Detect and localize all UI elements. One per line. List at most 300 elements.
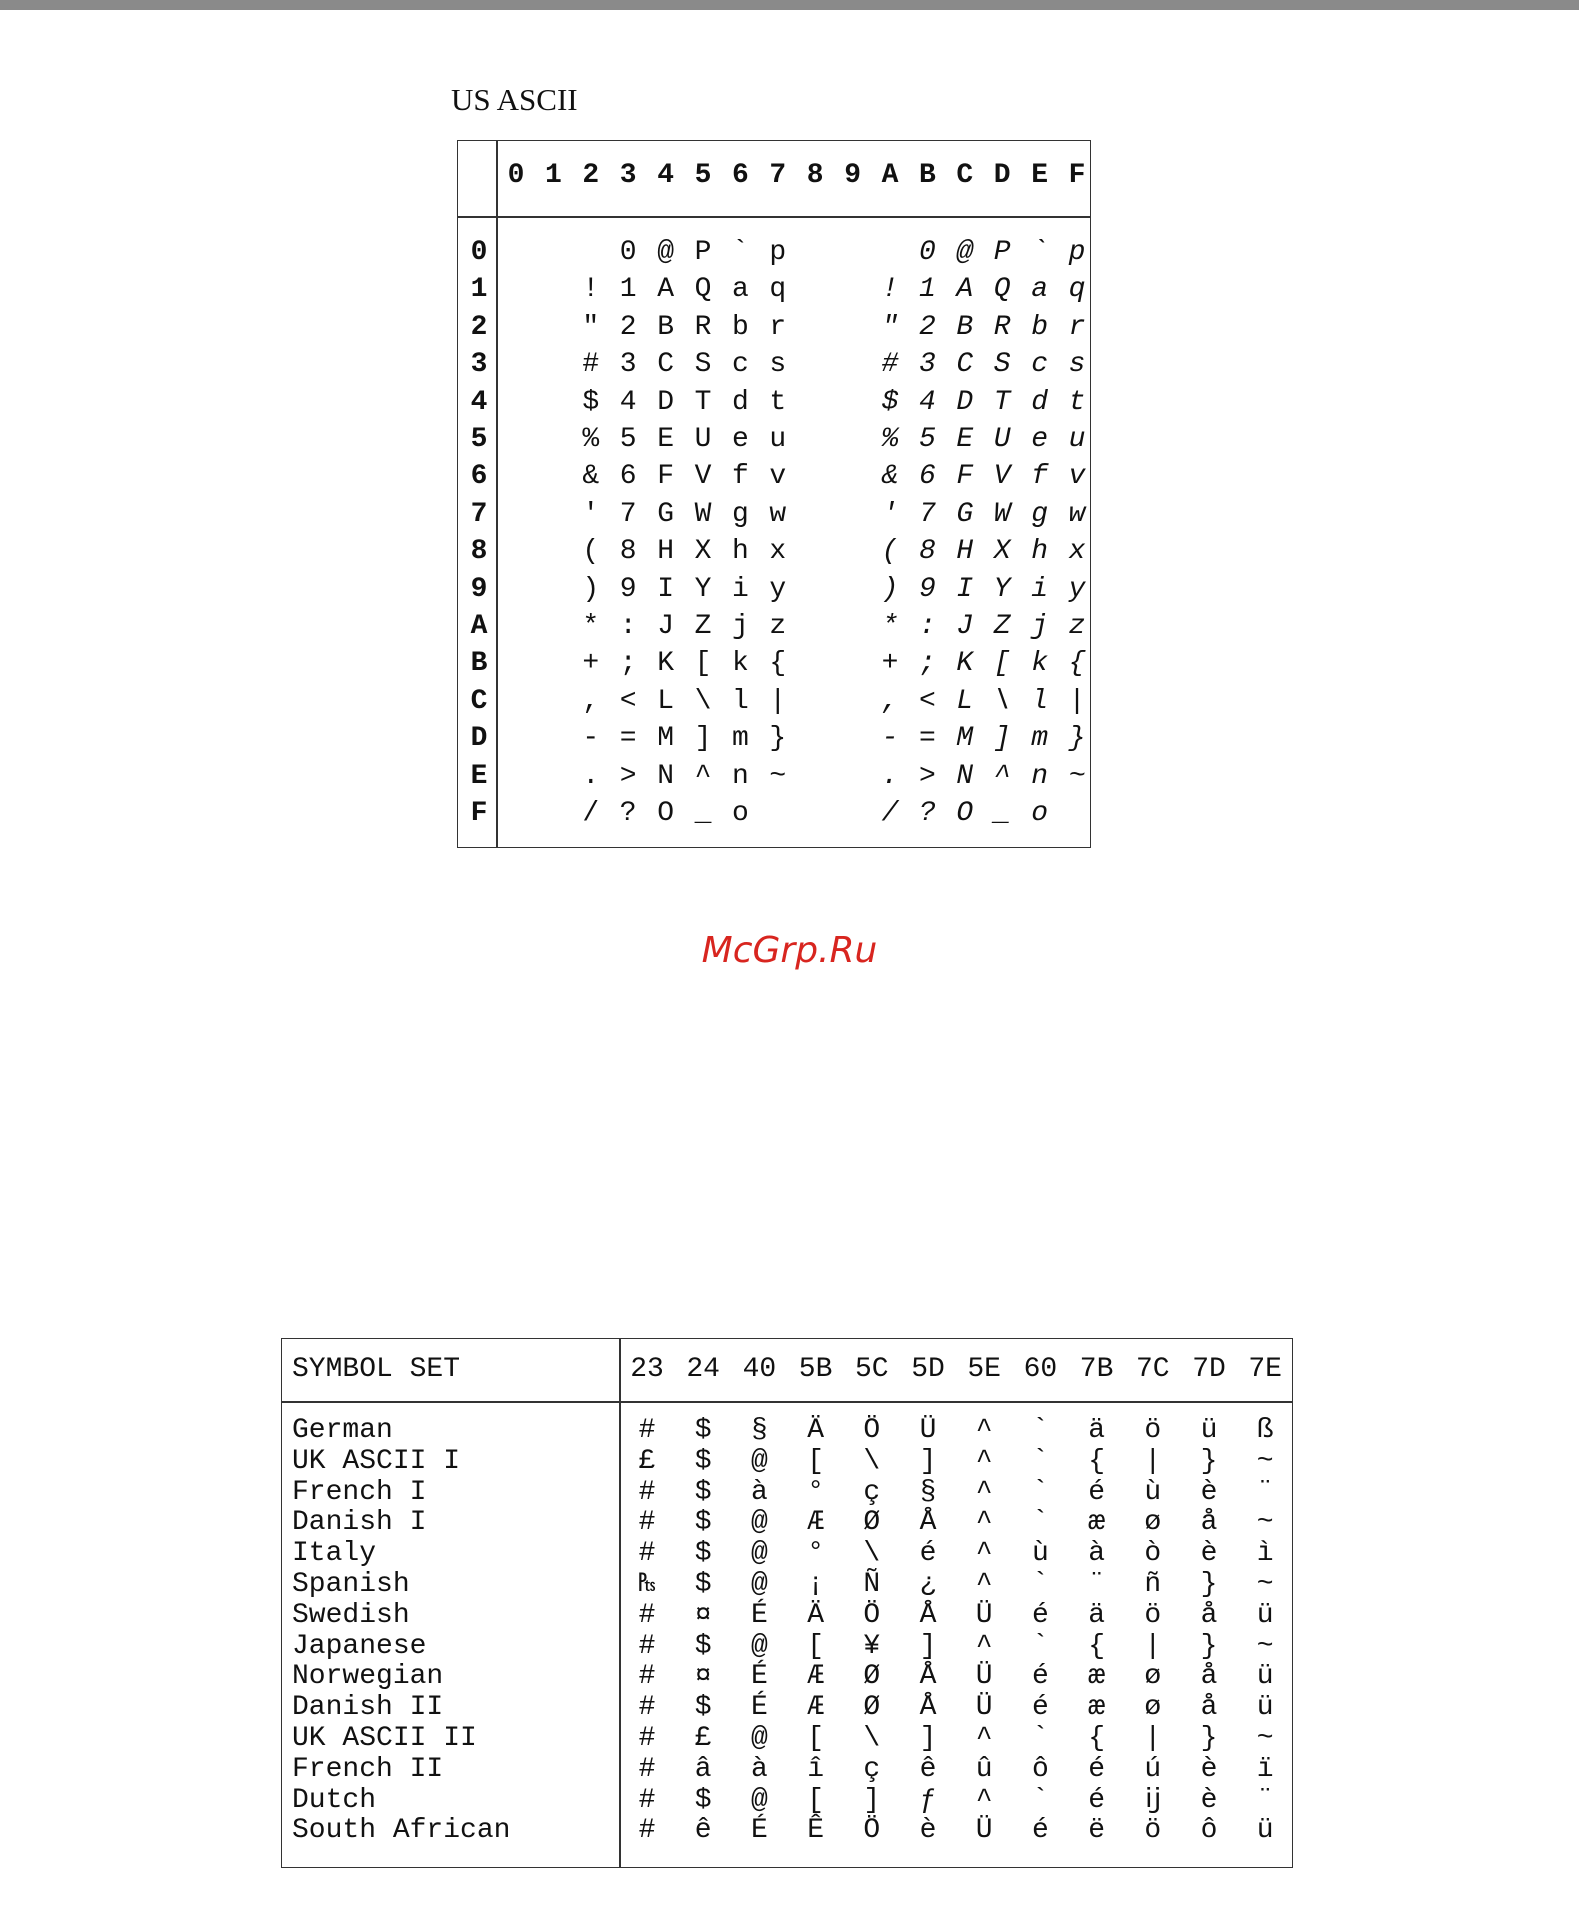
ascii-char-cell: f — [731, 461, 749, 493]
ascii-char-cell: 7 — [918, 498, 936, 530]
ascii-char-cell: ? — [918, 798, 936, 829]
watermark: McGrp.Ru — [701, 930, 878, 971]
ascii-char-cell: 1 — [619, 274, 637, 306]
ascii-row-header: 5 — [470, 424, 488, 455]
symbol-char-cell: Æ — [807, 1661, 824, 1693]
symbol-char-cell: { — [1088, 1630, 1105, 1662]
ascii-char-cell: G — [956, 498, 974, 530]
symbol-char-cell: ú — [1144, 1753, 1162, 1785]
ascii-char-cell: ' — [881, 498, 899, 530]
symbol-col-header: 7E — [1248, 1354, 1282, 1385]
ascii-char-cell: C — [657, 349, 674, 381]
ascii-char-cell: : — [619, 611, 637, 642]
symbol-char-cell: Å — [919, 1507, 937, 1539]
symbol-col-header: 23 — [630, 1354, 664, 1385]
symbol-char-cell: ê — [694, 1815, 712, 1847]
symbol-char-cell: Ü — [975, 1599, 993, 1631]
ascii-char-cell: a — [731, 274, 749, 306]
symbol-char-cell: } — [1200, 1445, 1218, 1477]
symbol-char-cell: â — [694, 1753, 712, 1785]
ascii-char-cell: . — [582, 760, 600, 792]
symbol-char-cell: ù — [1031, 1538, 1049, 1570]
symbol-char-cell: Ä — [807, 1599, 824, 1631]
ascii-char-cell: % — [881, 424, 899, 455]
symbol-char-cell: ì — [1256, 1538, 1274, 1570]
ascii-char-cell: E — [657, 424, 674, 455]
ascii-char-cell: & — [582, 461, 600, 493]
ascii-char-cell: ] — [694, 723, 712, 755]
ascii-char-cell: 0 — [619, 237, 637, 268]
symbol-set-header: SYMBOL SET — [292, 1354, 461, 1385]
symbol-char-cell: ò — [1144, 1538, 1162, 1570]
symbol-char-cell: $ — [694, 1538, 712, 1570]
ascii-char-cell: N — [956, 760, 974, 792]
symbol-char-cell: ] — [919, 1445, 937, 1477]
ascii-char-cell: U — [993, 424, 1011, 455]
symbol-char-cell: ö — [1144, 1599, 1162, 1631]
ascii-char-cell: * — [582, 611, 600, 642]
ascii-char-cell: N — [657, 760, 674, 792]
symbol-char-cell: è — [1200, 1753, 1218, 1785]
ascii-col-header: 2 — [582, 160, 600, 191]
symbol-char-cell: } — [1200, 1723, 1218, 1754]
symbol-char-cell: # — [638, 1753, 656, 1785]
ascii-char-cell: v — [769, 461, 787, 493]
symbol-char-cell: É — [750, 1661, 768, 1693]
symbol-char-cell: ¿ — [919, 1569, 937, 1600]
ascii-row-header: E — [470, 760, 488, 792]
ascii-char-cell: Y — [694, 573, 712, 605]
symbol-col-header: 5E — [967, 1354, 1001, 1385]
ascii-row-header: 9 — [470, 573, 488, 605]
symbol-char-cell: é — [1088, 1476, 1105, 1508]
ascii-char-cell: 8 — [918, 536, 936, 568]
ascii-char-cell: | — [769, 685, 787, 717]
ascii-char-cell: ] — [993, 723, 1011, 755]
ascii-char-cell: F — [657, 461, 674, 493]
ascii-char-cell: f — [1031, 461, 1048, 493]
symbol-char-cell: $ — [694, 1507, 712, 1539]
symbol-char-cell: # — [638, 1692, 656, 1724]
ascii-char-cell: Z — [993, 611, 1011, 642]
top-border-bar — [0, 0, 1579, 10]
symbol-char-cell: @ — [750, 1445, 768, 1477]
symbol-set-name: UK ASCII I — [292, 1445, 461, 1477]
ascii-row-header: 1 — [470, 274, 488, 306]
ascii-char-cell: h — [731, 536, 749, 568]
symbol-char-cell: ~ — [1256, 1630, 1274, 1662]
ascii-row-header: C — [470, 685, 488, 717]
symbol-char-cell: Ê — [807, 1815, 824, 1847]
symbol-char-cell: [ — [807, 1723, 824, 1754]
ascii-char-cell: 2 — [918, 311, 936, 343]
ascii-char-cell: ^ — [694, 760, 712, 792]
ascii-char-cell: J — [657, 611, 674, 642]
symbol-char-cell: ä — [1088, 1415, 1105, 1446]
ascii-char-cell: M — [657, 723, 674, 755]
ascii-char-cell: m — [731, 723, 749, 755]
ascii-row-header: 2 — [470, 311, 488, 343]
symbol-char-cell: } — [1200, 1569, 1218, 1600]
symbol-char-cell: # — [638, 1630, 656, 1662]
symbol-table-divider-horizontal — [282, 1401, 1292, 1403]
ascii-char-cell: C — [956, 349, 974, 381]
symbol-char-cell: # — [638, 1476, 656, 1508]
symbol-char-cell: @ — [750, 1538, 768, 1570]
ascii-char-cell: ; — [619, 648, 637, 680]
ascii-char-cell: < — [619, 685, 637, 717]
symbol-char-cell: | — [1144, 1630, 1162, 1662]
ascii-char-cell: S — [694, 349, 712, 381]
symbol-char-cell: | — [1144, 1723, 1162, 1754]
ascii-char-cell: M — [956, 723, 974, 755]
ascii-col-header: E — [1031, 160, 1048, 191]
ascii-char-cell: y — [1068, 573, 1086, 605]
ascii-char-cell: g — [1031, 498, 1048, 530]
ascii-char-cell: = — [619, 723, 637, 755]
ascii-char-cell: # — [881, 349, 899, 381]
symbol-col-header: 7D — [1192, 1354, 1226, 1385]
symbol-char-cell: ` — [1031, 1784, 1049, 1816]
ascii-col-header: 0 — [507, 160, 525, 191]
symbol-char-cell: ¡ — [807, 1569, 824, 1600]
ascii-char-cell: p — [1068, 237, 1086, 268]
symbol-char-cell: ö — [1144, 1415, 1162, 1446]
ascii-char-cell: _ — [993, 798, 1011, 829]
ascii-char-cell: m — [1031, 723, 1048, 755]
symbol-col-header: 40 — [742, 1354, 777, 1385]
ascii-char-cell: z — [1068, 611, 1086, 642]
symbol-char-cell: ç — [863, 1476, 881, 1508]
ascii-char-cell: j — [1031, 611, 1048, 642]
symbol-char-cell: ç — [863, 1753, 881, 1785]
ascii-char-cell: k — [1031, 648, 1048, 680]
symbol-char-cell: é — [919, 1538, 937, 1570]
ascii-col-header: 9 — [844, 160, 861, 191]
symbol-char-cell: Ø — [863, 1661, 881, 1693]
symbol-col-header: 7B — [1079, 1354, 1114, 1385]
ascii-char-cell: ' — [582, 498, 600, 530]
symbol-set-name: Norwegian — [292, 1661, 444, 1693]
ascii-char-cell: L — [956, 685, 974, 717]
ascii-char-cell: & — [881, 461, 899, 493]
ascii-char-cell: ! — [881, 274, 899, 306]
symbol-set-name: Spanish — [292, 1569, 410, 1600]
symbol-char-cell: ü — [1200, 1415, 1218, 1446]
symbol-char-cell: ô — [1031, 1753, 1049, 1785]
ascii-char-cell: ( — [582, 536, 600, 568]
symbol-char-cell: ø — [1144, 1661, 1162, 1693]
ascii-char-cell: . — [881, 760, 899, 792]
ascii-char-cell: n — [1031, 760, 1048, 792]
symbol-char-cell: å — [1200, 1692, 1218, 1724]
ascii-char-cell: $ — [582, 386, 600, 418]
ascii-char-cell: e — [1031, 424, 1048, 455]
ascii-row-header: D — [470, 723, 488, 755]
ascii-col-header: 4 — [657, 160, 674, 191]
ascii-char-cell: A — [956, 274, 974, 306]
ascii-char-cell: p — [769, 237, 787, 268]
ascii-char-cell: * — [881, 611, 899, 642]
ascii-char-cell: w — [769, 498, 787, 530]
symbol-char-cell: @ — [750, 1723, 768, 1754]
ascii-char-cell: X — [694, 536, 712, 568]
symbol-set-name: Danish I — [292, 1507, 427, 1539]
symbol-char-cell: å — [1200, 1599, 1218, 1631]
symbol-char-cell: ĳ — [1144, 1784, 1162, 1816]
symbol-char-cell: § — [750, 1415, 768, 1446]
symbol-char-cell: ^ — [975, 1538, 993, 1570]
symbol-char-cell: Å — [919, 1692, 937, 1724]
symbol-char-cell: ₧ — [638, 1569, 656, 1600]
symbol-col-header: 60 — [1023, 1354, 1058, 1385]
ascii-char-cell: 5 — [619, 424, 637, 455]
symbol-char-cell: $ — [694, 1569, 712, 1600]
symbol-char-cell: § — [919, 1476, 937, 1508]
ascii-char-cell: n — [731, 760, 749, 792]
ascii-col-header: A — [881, 160, 899, 191]
symbol-char-cell: | — [1144, 1445, 1162, 1477]
ascii-char-cell: : — [918, 611, 936, 642]
ascii-char-cell: , — [881, 685, 899, 717]
ascii-char-cell: T — [694, 386, 712, 418]
ascii-char-cell: 4 — [918, 386, 936, 418]
symbol-char-cell: ^ — [975, 1507, 993, 1539]
ascii-char-cell: @ — [657, 237, 674, 268]
ascii-char-cell: 5 — [918, 424, 936, 455]
ascii-char-cell: - — [582, 723, 600, 755]
symbol-char-cell: Å — [919, 1661, 937, 1693]
symbol-char-cell: å — [1200, 1661, 1218, 1693]
symbol-char-cell: ` — [1031, 1723, 1049, 1754]
symbol-char-cell: ] — [919, 1630, 937, 1662]
symbol-char-cell: Ø — [863, 1507, 881, 1539]
ascii-char-cell: l — [731, 685, 749, 717]
ascii-char-cell: A — [657, 274, 674, 306]
symbol-char-cell: à — [750, 1753, 768, 1785]
symbol-char-cell: ` — [1031, 1569, 1049, 1600]
symbol-set-name: UK ASCII II — [292, 1723, 477, 1754]
ascii-char-cell: 9 — [619, 573, 637, 605]
symbol-char-cell: \ — [863, 1445, 881, 1477]
symbol-char-cell: è — [919, 1815, 937, 1847]
ascii-char-cell: J — [956, 611, 974, 642]
symbol-set-name: South African — [292, 1815, 511, 1847]
symbol-char-cell: ~ — [1256, 1569, 1274, 1600]
ascii-char-cell: " — [582, 311, 600, 343]
symbol-char-cell: ù — [1144, 1476, 1162, 1508]
ascii-char-cell: z — [769, 611, 787, 642]
symbol-col-header: 5B — [798, 1354, 833, 1385]
ascii-char-cell: ~ — [1068, 760, 1086, 792]
ascii-char-cell: ( — [881, 536, 899, 568]
ascii-char-cell: 9 — [918, 573, 936, 605]
symbol-char-cell: ñ — [1144, 1569, 1162, 1600]
symbol-char-cell: £ — [694, 1723, 712, 1754]
symbol-char-cell: Ü — [975, 1815, 993, 1847]
ascii-char-cell: B — [956, 311, 974, 343]
symbol-char-cell: Ø — [863, 1692, 881, 1724]
ascii-char-cell: u — [769, 424, 787, 455]
symbol-char-cell: £ — [638, 1445, 656, 1477]
ascii-char-cell: [ — [993, 648, 1011, 680]
symbol-set-name: Danish II — [292, 1692, 444, 1724]
symbol-char-cell: é — [1031, 1661, 1049, 1693]
symbol-char-cell: ~ — [1256, 1445, 1274, 1477]
ascii-char-cell: S — [993, 349, 1011, 381]
symbol-char-cell: ° — [807, 1538, 824, 1570]
ascii-char-cell: K — [657, 648, 674, 680]
ascii-row-header: 8 — [470, 536, 488, 568]
ascii-char-cell: o — [731, 798, 749, 829]
symbol-set-name: German — [292, 1415, 393, 1446]
symbol-char-cell: [ — [807, 1630, 824, 1662]
ascii-table-divider-horizontal — [458, 216, 1090, 218]
ascii-char-cell: j — [731, 611, 749, 642]
symbol-char-cell: é — [1088, 1784, 1105, 1816]
ascii-char-cell: ? — [619, 798, 637, 829]
symbol-char-cell: $ — [694, 1415, 712, 1446]
symbol-set-name: Japanese — [292, 1630, 427, 1662]
symbol-char-cell: ¨ — [1256, 1784, 1274, 1816]
symbol-char-cell: # — [638, 1784, 656, 1816]
ascii-char-cell: { — [769, 648, 787, 680]
ascii-char-cell: e — [731, 424, 749, 455]
ascii-char-cell: D — [956, 386, 974, 418]
symbol-char-cell: ] — [863, 1784, 881, 1816]
symbol-char-cell: è — [1200, 1784, 1218, 1816]
symbol-char-cell: @ — [750, 1507, 768, 1539]
symbol-char-cell: Ü — [975, 1661, 993, 1693]
symbol-char-cell: Ö — [863, 1599, 881, 1631]
ascii-col-header: C — [956, 160, 974, 191]
symbol-char-cell: ü — [1256, 1692, 1274, 1724]
ascii-char-cell: i — [1031, 573, 1048, 605]
symbol-set-name: Dutch — [292, 1784, 377, 1816]
symbol-char-cell: ƒ — [919, 1784, 937, 1816]
symbol-char-cell: ë — [1088, 1815, 1105, 1847]
symbol-char-cell: \ — [863, 1538, 881, 1570]
ascii-char-cell: 6 — [918, 461, 936, 493]
ascii-char-cell: i — [731, 573, 749, 605]
ascii-char-cell: Q — [694, 274, 712, 306]
symbol-char-cell: # — [638, 1538, 656, 1570]
symbol-char-cell: ` — [1031, 1445, 1049, 1477]
symbol-char-cell: ^ — [975, 1415, 993, 1446]
ascii-char-cell: 2 — [619, 311, 637, 343]
ascii-char-cell: 4 — [619, 386, 637, 418]
ascii-char-cell: 7 — [619, 498, 637, 530]
symbol-char-cell: $ — [694, 1476, 712, 1508]
ascii-char-cell: g — [731, 498, 749, 530]
symbol-char-cell: ä — [1088, 1599, 1105, 1631]
ascii-char-cell: ~ — [769, 760, 787, 792]
symbol-char-cell: { — [1088, 1445, 1105, 1477]
symbol-char-cell: ü — [1256, 1599, 1274, 1631]
symbol-char-cell: ~ — [1256, 1507, 1274, 1539]
symbol-char-cell: $ — [694, 1445, 712, 1477]
ascii-char-cell: + — [881, 648, 899, 680]
ascii-char-cell: 0 — [918, 237, 936, 268]
ascii-char-cell: l — [1031, 685, 1048, 717]
symbol-char-cell: ° — [807, 1476, 824, 1508]
symbol-char-cell: ^ — [975, 1476, 993, 1508]
ascii-char-cell: ; — [918, 648, 936, 680]
ascii-char-cell: R — [694, 311, 712, 343]
ascii-char-cell: + — [582, 648, 600, 680]
symbol-char-cell: ^ — [975, 1723, 993, 1754]
symbol-char-cell: ô — [1200, 1815, 1218, 1847]
ascii-row-header: 4 — [470, 386, 488, 418]
ascii-char-cell: 3 — [619, 349, 637, 381]
ascii-char-cell: > — [619, 760, 637, 792]
ascii-row-header: B — [470, 648, 488, 680]
symbol-char-cell: ø — [1144, 1507, 1162, 1539]
ascii-char-cell: t — [1068, 386, 1086, 418]
symbol-char-cell: ^ — [975, 1784, 993, 1816]
ascii-char-cell: # — [582, 349, 600, 381]
ascii-char-cell: E — [956, 424, 974, 455]
symbol-set-name: Italy — [292, 1538, 377, 1570]
ascii-char-cell: r — [769, 311, 787, 343]
symbol-char-cell: ¥ — [863, 1630, 881, 1662]
symbol-char-cell: ` — [1031, 1630, 1049, 1662]
page-title: US ASCII — [451, 82, 578, 117]
symbol-char-cell: ü — [1256, 1815, 1274, 1847]
ascii-char-cell: X — [993, 536, 1011, 568]
symbol-char-cell: $ — [694, 1784, 712, 1816]
ascii-char-cell: q — [1068, 274, 1086, 306]
ascii-char-cell: - — [881, 723, 899, 755]
ascii-char-cell: } — [1068, 723, 1086, 755]
ascii-char-cell: % — [582, 424, 600, 455]
symbol-char-cell: ø — [1144, 1692, 1162, 1724]
ascii-char-cell: T — [993, 386, 1011, 418]
ascii-char-cell: < — [918, 685, 936, 717]
symbol-char-cell: $ — [694, 1630, 712, 1662]
ascii-char-cell: a — [1031, 274, 1048, 306]
ascii-char-cell: I — [956, 573, 974, 605]
symbol-char-cell: Æ — [807, 1692, 824, 1724]
ascii-char-cell: H — [657, 536, 674, 568]
symbol-char-cell: Ö — [863, 1815, 881, 1847]
symbol-char-cell: } — [1200, 1630, 1218, 1662]
ascii-char-cell: | — [1068, 685, 1086, 717]
ascii-char-cell: @ — [956, 237, 974, 268]
symbol-char-cell: ] — [919, 1723, 937, 1754]
ascii-char-cell: ^ — [993, 760, 1011, 792]
ascii-char-cell: $ — [881, 386, 899, 418]
ascii-char-cell: H — [956, 536, 974, 568]
ascii-char-cell: = — [918, 723, 936, 755]
ascii-char-cell: / — [582, 798, 600, 829]
ascii-row-header: A — [470, 611, 488, 642]
ascii-char-cell: t — [769, 386, 787, 418]
ascii-char-cell: ` — [731, 237, 749, 268]
symbol-char-cell: [ — [807, 1445, 824, 1477]
ascii-char-cell: _ — [694, 798, 712, 829]
ascii-char-cell: k — [731, 648, 749, 680]
symbol-char-cell: é — [1031, 1692, 1049, 1724]
ascii-char-cell: I — [657, 573, 674, 605]
ascii-char-cell: v — [1068, 461, 1086, 493]
symbol-char-cell: û — [975, 1753, 993, 1785]
ascii-char-cell: R — [993, 311, 1011, 343]
symbol-char-cell: Ü — [919, 1415, 937, 1446]
symbol-char-cell: æ — [1088, 1661, 1105, 1693]
symbol-char-cell: ^ — [975, 1569, 993, 1600]
ascii-char-cell: P — [993, 237, 1011, 268]
